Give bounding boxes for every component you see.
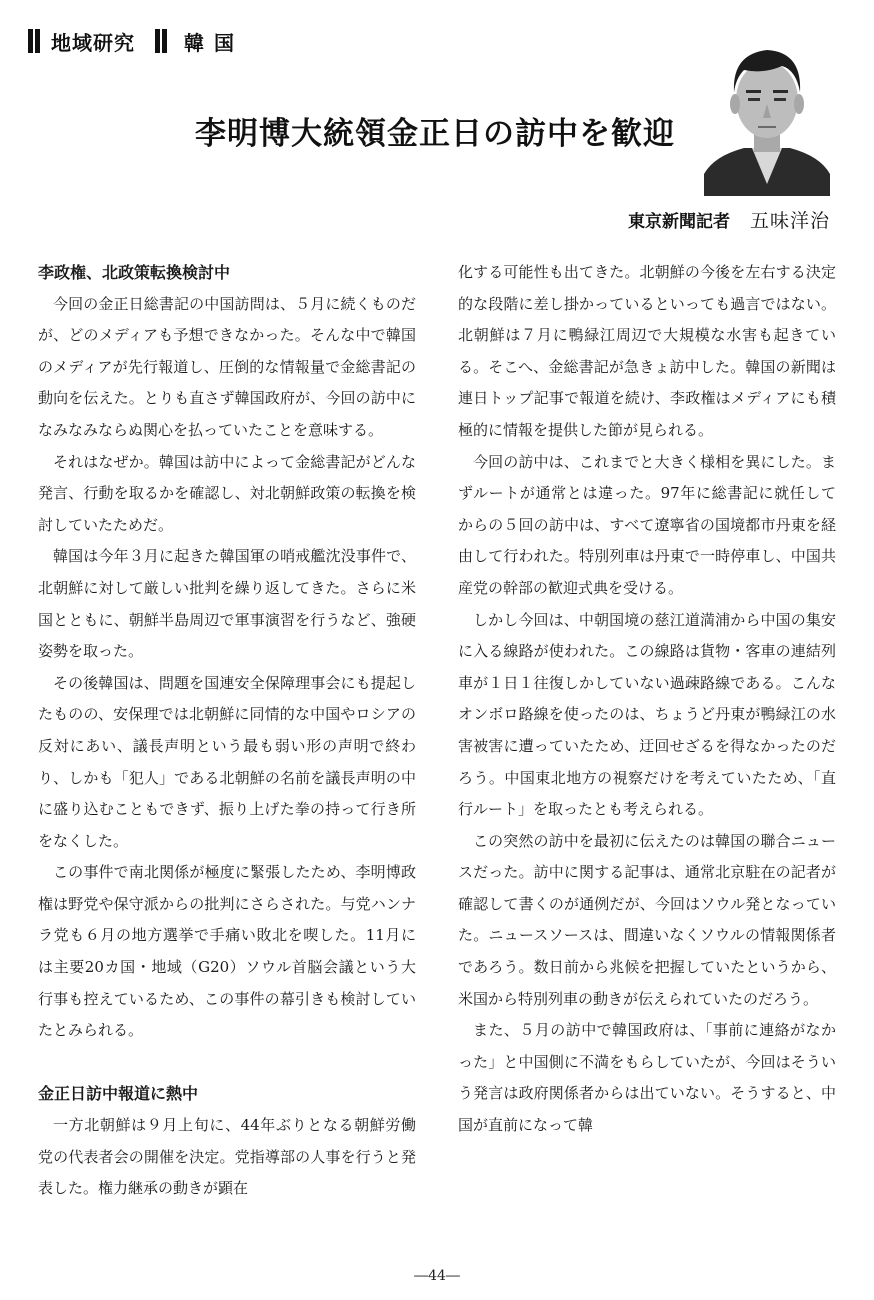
author-portrait <box>704 34 830 196</box>
author-portrait-image <box>704 34 830 196</box>
paragraph: また、５月の訪中で韓国政府は、「事前に連絡がなかった」と中国側に不満をもらしていたが、今回はそういう発言は政府関係者からは出ていない。そうすると、中国が直前になって韓 <box>458 1021 836 1135</box>
paragraph: その後韓国は、問題を国連安全保障理事会にも提起したものの、安保理では北朝鮮に同情的な中国やロシアの反対にあい、議長声明という最も弱い形の声明で終わり、しかも「犯人」である北朝鮮の名前を議長声明の中に盛り込むこともできず、振り上げた拳の持って行き所をなくした。 <box>38 673 416 850</box>
paragraph: 化する可能性も出てきた。北朝鮮の今後を左右する決定的な段階に差し掛かっているといっても過言ではない。北朝鮮は７月に鴨緑江周辺で大規模な水害も起きている。そこへ、金総書記が急きょ訪中した。韓国の新聞は連日トップ記事で報道を続け、李政権はメディアにも積極的に情報を提供した節が見られる。 <box>458 263 836 439</box>
byline-role: 東京新聞記者 <box>627 212 730 232</box>
header-bar-mark-2 <box>155 29 160 53</box>
section-country: 韓国 <box>184 30 244 55</box>
byline-name: 五味洋治 <box>749 210 830 232</box>
paragraph: 今回の金正日総書記の中国訪問は、５月に続くものだが、どのメディアも予想できなかった。そんな中で韓国のメディアが先行報道し、圧倒的な情報量で金総書記の動向を伝えた。とりも直さず韓国政府が、今回の訪中になみなみならぬ関心を払っていたことを意味する。 <box>38 294 416 439</box>
section-header <box>28 26 244 56</box>
paragraph: 韓国は今年３月に起きた韓国軍の哨戒艦沈没事件で、北朝鮮に対して厳しい批判を繰り返してきた。さらに米国とともに、朝鮮半島周辺で軍事演習を行うなど、強硬姿勢を取った。 <box>38 547 416 661</box>
section-heading: 金正日訪中報道に熱中 <box>38 1084 199 1104</box>
paragraph: この突然の訪中を最初に伝えたのは韓国の聯合ニュースだった。訪中に関する記事は、通常北京駐在の記者が確認して書くのが通例だが、今回はソウル発となっていた。ニュースソースは、間違いなくソウルの情報関係者であろう。数日前から兆候を把握していたというから、米国から特別列車の動きが伝えられていたのだろう。 <box>458 831 836 1008</box>
right-column <box>458 257 836 1142</box>
left-column <box>38 257 416 1205</box>
page-number: ―44― <box>414 1268 460 1284</box>
paragraph: 一方北朝鮮は９月上旬に、44年ぶりとなる朝鮮労働党の代表者会の開催を決定。党指導部の人事を行うと発表した。権力継承の動きが顕在 <box>38 1116 416 1198</box>
article-title: 李明博大統領金正日の訪中を歓迎 <box>195 116 675 152</box>
header-bar-mark <box>28 29 33 53</box>
section-heading: 李政権、北政策転換検討中 <box>38 263 231 282</box>
paragraph: それはなぜか。韓国は訪中によって金総書記がどんな発言、行動を取るかを確認し、対北朝鮮政策の転換を検討していたためだ。 <box>38 452 416 534</box>
paragraph: しかし今回は、中朝国境の慈江道満浦から中国の集安に入る線路が使われた。この線路は貨物・客車の連結列車が１日１往復しかしていない過疎路線である。こんなオンボロ路線を使ったのは、ちょうど丹東が鴨緑江の水害被害に遭っていたため、迂回せざるを得なかったのだろう。中国東北地方の視察だけを考えていたため、「直行ルート」を取ったとも考えられる。 <box>458 610 836 819</box>
paragraph: 今回の訪中は、これまでと大きく様相を異にした。まずルートが通常とは違った。97年に総書記に就任してからの５回の訪中は、すべて遼寧省の国境都市丹東を経由して行われた。特別列車は丹東で一時停車し、中国共産党の幹部の歓迎式典を受ける。 <box>458 452 836 597</box>
paragraph: この事件で南北関係が極度に緊張したため、李明博政権は野党や保守派からの批判にさらされた。与党ハンナラ党も６月の地方選挙で手痛い敗北を喫した。11月には主要20カ国・地域（G20）ソウル首脳会議という大行事も控えているため、この事件の幕引きも検討していたとみられる。 <box>38 863 416 1040</box>
section-category: 地域研究 <box>51 30 135 55</box>
byline <box>628 206 830 233</box>
